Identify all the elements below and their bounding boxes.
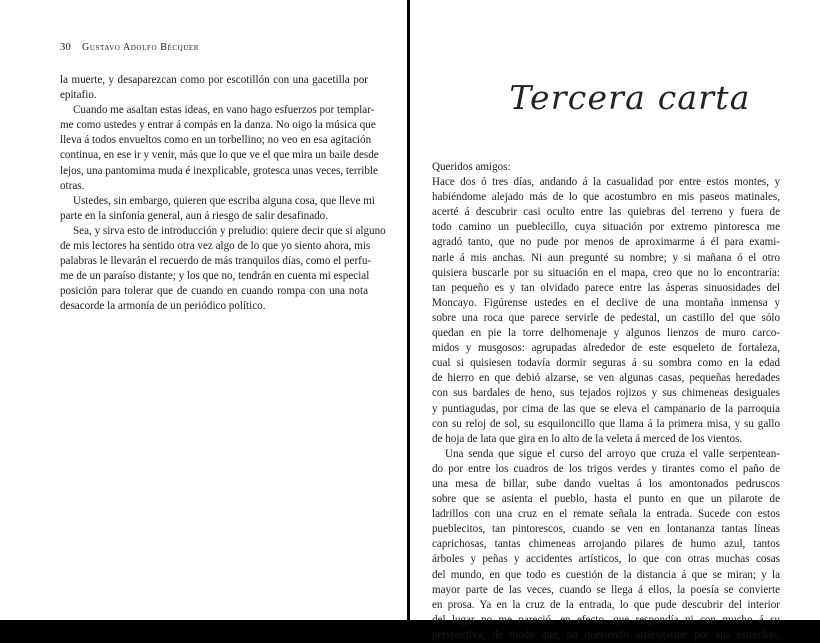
- text-line: y puntiagudas, por cima de las que se eleva el campanario de la parroquia: [432, 402, 780, 415]
- text-line: Ustedes, sin embargo, quieren que escriba alguna cosa, que lleve mi: [73, 194, 376, 207]
- text-line: árboles y peñas y accidentes artísticos, lo que con otras muchas cosas: [432, 553, 780, 566]
- text-line: desacorde la armonía de un periódico político.: [60, 300, 266, 313]
- text-line: de mis lectores ha sentido otra vez algo de lo que yo siento ahora, mis: [60, 240, 371, 253]
- text-line: acerté á descubrir casi oculto entre las quiebras del terreno y fuera de: [432, 206, 780, 219]
- page-number: 30: [60, 42, 72, 53]
- text-line: habiéndome alejado más de lo que acostumbro en mis paseos matinales,: [432, 191, 780, 204]
- right-page: [410, 0, 820, 641]
- text-line: Sea, y sirva esto de introducción y preludio: quiere decir que si alguno: [73, 224, 386, 237]
- text-line: la muerte, y desaparezcan como por escotillón con una gacetilla por: [60, 74, 368, 86]
- text-line: continua, en ese ir y venir, más que lo que ve el que mira un baile desde: [60, 149, 379, 162]
- text-line: do por entre los cuadros de los trigos verdes y tirantes como el paño de: [432, 462, 780, 475]
- text-line: Una senda que sigue el curso del arroyo que cruza el valle serpentean-: [445, 447, 780, 460]
- chapter-title: Tercera carta: [509, 78, 751, 117]
- text-line: cual si quisiesen todavía dormir seguras á su sombra como en la edad: [432, 357, 780, 370]
- text-line: midos y musgosos: agrupadas alrededor de este esqueleto de fortaleza,: [432, 342, 780, 355]
- text-line: posición para tolerar que de cuando en cuando rompa con una nota: [60, 285, 368, 298]
- right-body-text: [432, 160, 780, 643]
- text-line: perspectiva; de modo que, no queriendo arriesgarme por sus estrechas,: [432, 628, 780, 641]
- text-line: con sus bardales de heno, sus tejados rojizos y sus chimeneas desiguales: [432, 387, 780, 400]
- text-line: con su reloj de sol, su esquiloncillo que llama á la primera misa, y su gallo: [432, 417, 780, 430]
- text-line: agradó tanto, que no pude por menos de aproximarme á él para exami-: [432, 236, 780, 249]
- text-line: sobre una roca que parece servirle de pedestal, un castillo del que sólo: [432, 311, 780, 324]
- text-line: pueblecitos, tan pintorescos, cuando se ven en lontananza tantas líneas: [432, 523, 780, 536]
- text-line: ladrillos con una cruz en el remate señala la entrada. Sucede con estos: [432, 508, 780, 521]
- text-line: mayor parte de las veces, cuando se llega á ellos, la poesía se convierte: [432, 583, 780, 596]
- text-line: una mesa de billar, sube dando vueltas á los amontonados pedruscos: [432, 477, 780, 490]
- text-line: caprichosas, tantas chimeneas arrojando pilares de humo azul, tantos: [432, 538, 780, 551]
- text-line: lejos, una pantomima muda é inexplicable, grotesca unas veces, terrible: [60, 164, 378, 177]
- text-line: quedan en pie la torre delhomenaje y algunos lienzos de muro carco-: [432, 327, 780, 340]
- text-line: Hace dos ó tres días, andando á la casualidad por entre estos montes, y: [432, 176, 780, 189]
- text-line: palabras le llevarán el recuerdo de más tranquilos días, como el perfu-: [60, 255, 372, 268]
- text-line: de hierro en que debió alzarse, se ven algunas casas, pequeñas heredades: [432, 372, 780, 385]
- text-line: lleva á todos envueltos como en un torbellino; no veo en esa agitación: [60, 134, 372, 147]
- text-line: Queridos amigos:: [432, 161, 511, 173]
- text-line: tan pequeño es y tan olvidado parece entre las ásperas sinuosidades del: [432, 281, 780, 294]
- text-line: quisiera buscarle por su situación en el mapa, creo que no lo encontraría:: [432, 266, 780, 279]
- text-line: Moncayo. Figúrense ustedes en el declive de una montaña inmensa y: [432, 296, 780, 309]
- text-line: parte en la sinfonía general, aun á riesgo de salir desafinado.: [60, 209, 328, 222]
- left-body-text: [60, 73, 386, 315]
- text-line: del lugar no me pareció, en efecto, que respondía ni con mucho á su: [432, 613, 780, 626]
- text-line: me de un paraíso distante; y los que no, tendrán en cuenta mi especial: [60, 270, 370, 283]
- author-name: Gustavo Adolfo Bécquer: [82, 42, 200, 53]
- text-line: del mundo, en que todo es cuestión de la distancia á que se miran; y la: [432, 568, 780, 581]
- text-line: Cuando me asaltan estas ideas, en vano hago esfuerzos por templar-: [73, 104, 375, 117]
- running-head: [60, 42, 199, 53]
- text-line: me como ustedes y entrar á compás en la danza. No oigo la música que: [60, 119, 376, 132]
- text-line: todo camino un pueblecillo, cuya situación por extremo pintoresca me: [432, 221, 780, 234]
- text-line: narle á mis anchas. Ni aun pregunté su nombre; y si mañana ó el otro: [432, 251, 780, 264]
- text-line: en prosa. Ya en la cruz de la entrada, lo que pude descubrir del interior: [432, 598, 780, 611]
- text-line: otras.: [60, 179, 85, 192]
- text-line: sobre que se asienta el pueblo, hasta el punto en que un pilarote de: [432, 493, 780, 506]
- left-page: [0, 0, 407, 620]
- text-line: epitafio.: [60, 89, 97, 102]
- text-line: de hoja de lata que gira en lo alto de la veleta á merced de los vientos.: [432, 432, 743, 445]
